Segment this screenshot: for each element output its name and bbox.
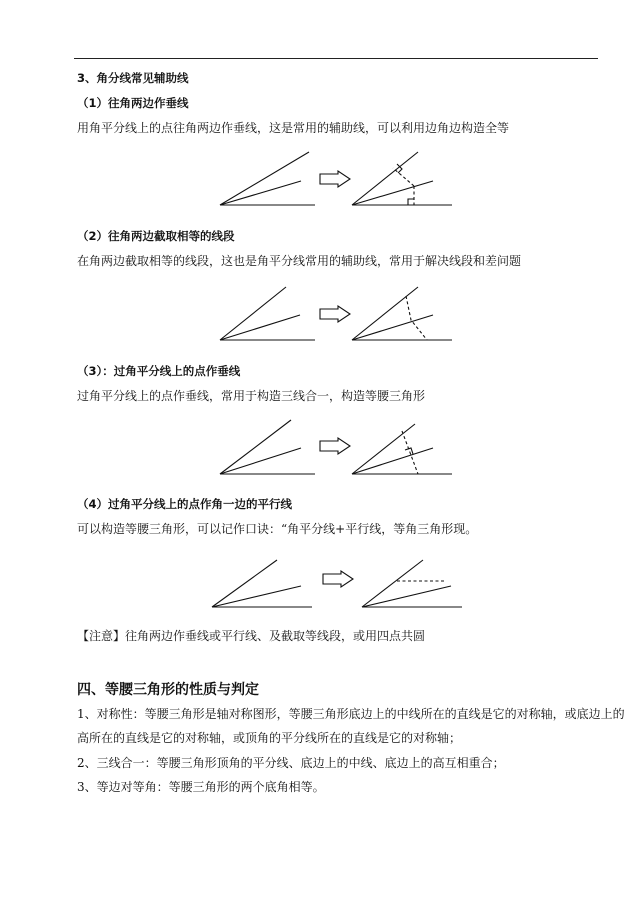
- fig3-arrow-icon: [320, 438, 350, 454]
- section4-line-1: 1、对称性：等腰三角形是轴对称图形，等腰三角形底边上的中线所在的直线是它的对称轴，或底边上的: [77, 707, 625, 721]
- fig2-left-side: [220, 287, 286, 340]
- fig1-arrow-icon: [320, 171, 350, 187]
- fig2-right-bisector: [352, 315, 433, 340]
- fig3-right-bisector: [352, 448, 433, 474]
- item1-text: 用角平分线上的点往角两边作垂线，这是常用的辅助线，可以利用边角边构造全等: [77, 121, 510, 135]
- fig1-right-angle-base: [408, 199, 414, 205]
- fig2-left-bisector: [220, 315, 300, 340]
- section4-line-2: 高所在的直线是它的对称轴，或顶角的平分线所在的直线是它的对称轴；: [77, 731, 462, 745]
- note-text: 【注意】往角两边作垂线或平行线、及截取等线段，或用四点共圆: [77, 629, 426, 643]
- section4-title: 四、等腰三角形的性质与判定: [77, 682, 259, 698]
- item3-heading: （3）：过角平分线上的点作垂线: [77, 364, 241, 378]
- fig1-left-side: [220, 152, 309, 205]
- fig3-right-side: [352, 424, 415, 474]
- section3-title: 3、角分线常见辅助线: [77, 71, 189, 85]
- item2-text: 在角两边截取相等的线段，这也是角平分线常用的辅助线，常用于解决线段和差问题: [77, 254, 522, 268]
- fig4-left-bisector: [212, 586, 301, 607]
- fig1-right-side: [352, 152, 418, 205]
- fig1-perp-side: [393, 168, 414, 186]
- item3-text: 过角平分线上的点作垂线，常用于构造三线合一，构造等腰三角形: [77, 389, 426, 403]
- item1-heading: （1）往角两边作垂线: [77, 96, 189, 110]
- figure-perpendiculars: [0, 148, 640, 214]
- header-rule: [74, 58, 598, 59]
- figure-equal-segments: [0, 282, 640, 346]
- fig3-left-bisector: [220, 448, 301, 474]
- fig3-right-angle: [405, 448, 413, 454]
- fig3-dashed-perpendicular: [402, 431, 418, 474]
- fig3-left-side: [220, 420, 291, 474]
- figure-parallel-line: [0, 556, 640, 612]
- fig1-left-bisector: [220, 181, 301, 205]
- fig2-right-side: [352, 287, 418, 340]
- section4-line-4: 3、等边对等角：等腰三角形的两个底角相等。: [77, 780, 325, 794]
- item2-heading: （2）往角两边截取相等的线段: [77, 229, 235, 243]
- item4-text: 可以构造等腰三角形，可以记作口诀：“角平分线+平行线，等角三角形现。: [77, 522, 478, 536]
- fig1-right-bisector: [352, 181, 433, 205]
- fig4-arrow-icon: [323, 571, 353, 587]
- figure-perpendicular-line: [0, 416, 640, 478]
- fig4-left-side: [212, 560, 277, 607]
- section4-line-3: 2、三线合一：等腰三角形顶角的平分线、底边上的中线、底边上的高互相重合；: [77, 756, 505, 770]
- fig2-arrow-icon: [320, 306, 350, 322]
- item4-heading: （4）过角平分线上的点作角一边的平行线: [77, 497, 292, 511]
